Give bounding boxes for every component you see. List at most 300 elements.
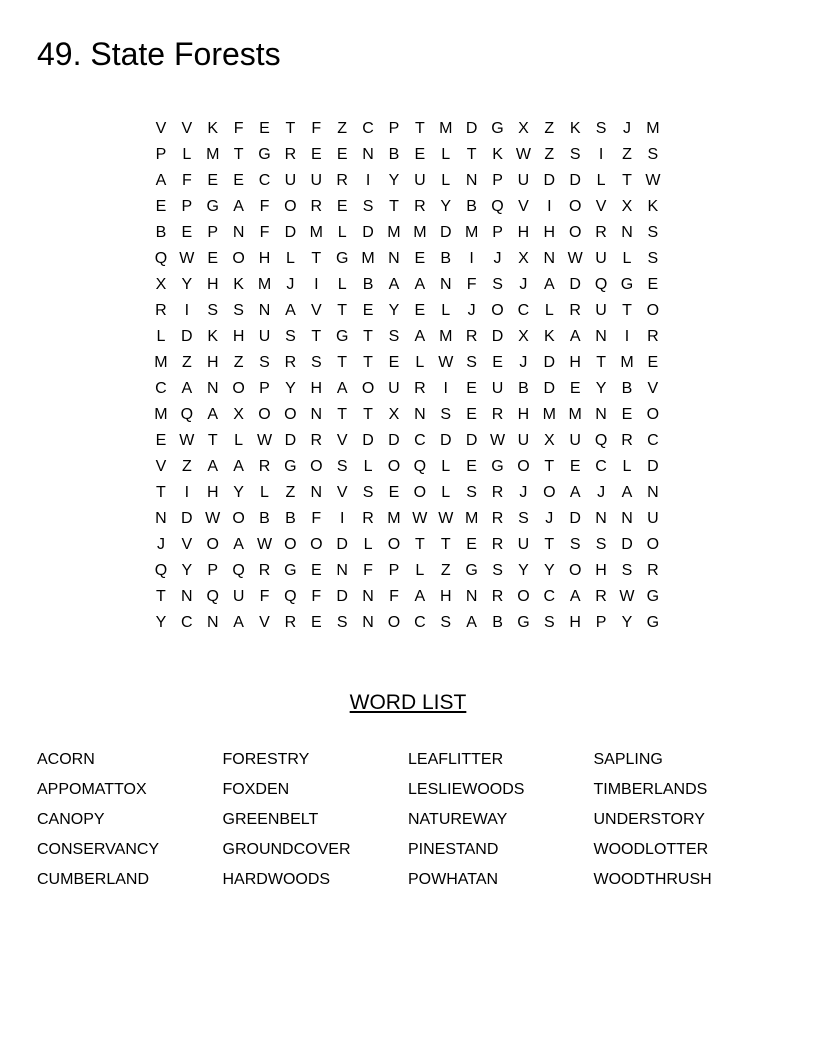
grid-letter: G [491,458,504,475]
grid-letter: P [492,224,503,241]
grid-letter: F [311,120,322,137]
word-list-item: CONSERVANCY [37,841,160,858]
grid-letter: R [414,198,426,215]
grid-letter: T [156,484,166,501]
grid-letter: Y [388,172,400,189]
grid-letter: O [284,198,297,215]
grid-letter: M [309,224,323,241]
grid-letter: F [311,510,322,527]
word-list-item: LESLIEWOODS [408,781,525,798]
grid-letter: M [387,224,401,241]
grid-letter: K [492,146,503,163]
grid-letter: V [336,484,348,501]
grid-letter: R [647,562,659,579]
grid-letter: P [207,224,219,241]
grid-letter: B [388,146,400,163]
word-list-item: CANOPY [37,811,105,828]
grid-letter: E [466,536,477,553]
grid-letter: I [443,380,448,397]
grid-letter: U [517,536,530,553]
grid-letter: W [489,432,506,449]
grid-letter: S [336,458,348,475]
grid-letter: N [310,484,323,501]
grid-letter: K [569,120,581,137]
grid-letter: D [439,224,452,241]
grid-letter: R [621,432,633,449]
grid-letter: M [464,510,479,527]
grid-letter: J [286,276,295,293]
grid-letter: F [181,172,192,189]
grid-letter: O [284,406,297,423]
grid-letter: N [206,380,219,397]
grid-letter: V [155,120,167,137]
grid-letter: N [310,406,323,423]
grid-letter: K [207,120,219,137]
grid-letter: R [258,458,271,475]
grid-letter: M [257,276,272,293]
grid-letter: A [466,614,477,631]
grid-letter: N [155,510,167,527]
grid-letter: I [365,172,371,189]
grid-letter: G [465,562,478,579]
word-list-item: UNDERSTORY [593,811,705,828]
grid-letter: Q [154,562,168,579]
grid-letter: R [284,146,297,163]
grid-letter: L [337,224,347,241]
grid-letter: R [491,588,504,605]
grid-letter: N [439,276,452,293]
grid-letter: Z [622,146,632,163]
grid-letter: D [543,354,556,371]
grid-letter: E [414,146,426,163]
grid-letter: Y [518,562,529,579]
grid-letter: N [258,302,271,319]
grid-letter: A [569,588,581,605]
grid-letter: E [336,198,348,215]
word-list-item: LEAFLITTER [408,751,504,768]
grid-letter: W [438,354,454,371]
grid-letter: Q [491,198,504,215]
grid-letter: V [181,120,193,137]
grid-letter: T [156,588,166,605]
grid-letter: T [622,172,632,189]
grid-letter: D [336,588,348,605]
grid-letter: L [622,458,632,475]
grid-letter: T [389,198,399,215]
grid-letter: R [284,614,297,631]
grid-letter: S [440,614,452,631]
grid-letter: B [492,614,503,631]
grid-letter: Y [543,562,555,579]
grid-letter: N [595,328,607,345]
grid-letter: U [310,172,323,189]
grid-letter: N [388,250,400,267]
grid-letter: E [414,250,426,267]
grid-letter: Z [285,484,296,501]
grid-letter: M [154,406,168,423]
grid-letter: E [207,172,219,189]
grid-letter: S [543,614,555,631]
grid-letter: D [388,432,400,449]
grid-letter: F [466,276,477,293]
grid-letter: L [415,562,425,579]
grid-letter: G [491,120,504,137]
grid-letter: M [568,406,582,423]
grid-letter: T [414,536,425,553]
grid-letter: A [155,172,167,189]
grid-letter: L [622,250,632,267]
grid-letter: E [362,302,374,319]
grid-letter: S [310,354,322,371]
grid-letter: E [466,458,477,475]
grid-letter: U [569,432,581,449]
word-list-item: CUMBERLAND [37,871,150,888]
grid-letter: P [259,380,270,397]
grid-letter: W [256,536,273,553]
grid-letter: Z [440,562,451,579]
grid-letter: M [154,354,168,371]
grid-letter: L [337,276,347,293]
grid-letter: O [646,406,660,423]
grid-letter: Z [233,354,244,371]
grid-letter: E [647,276,659,293]
grid-letter: O [387,458,401,475]
grid-letter: J [519,276,528,293]
grid-letter: S [466,484,477,501]
grid-letter: A [181,380,193,397]
grid-letter: A [543,276,555,293]
grid-letter: X [155,276,167,293]
grid-letter: J [622,120,631,137]
grid-letter: D [181,328,193,345]
grid-letter: N [414,406,426,423]
grid-letter: T [414,120,425,137]
grid-letter: R [595,588,607,605]
grid-letter: O [568,562,582,579]
grid-letter: Q [180,406,194,423]
grid-letter: S [647,146,659,163]
grid-letter: O [543,484,556,501]
grid-letter: A [233,198,244,215]
grid-letter: B [155,224,167,241]
grid-letter: G [284,458,297,475]
grid-letter: L [363,458,373,475]
grid-letter: Y [621,614,633,631]
grid-letter: W [619,588,635,605]
grid-letter: X [518,120,529,137]
grid-letter: W [515,146,531,163]
grid-letter: Q [232,562,245,579]
grid-letter: L [182,146,192,163]
grid-letter: S [362,484,374,501]
grid-letter: E [492,354,503,371]
grid-letter: X [233,406,244,423]
grid-letter: J [519,354,528,371]
grid-letter: N [362,146,374,163]
grid-letter: N [232,224,245,241]
grid-letter: E [414,302,426,319]
grid-letter: F [389,588,399,605]
grid-letter: A [285,302,296,319]
grid-letter: O [232,250,245,267]
grid-letter: H [206,484,219,501]
grid-letter: K [543,328,555,345]
grid-letter: L [363,536,373,553]
grid-letter: H [310,380,323,397]
grid-letter: H [543,224,556,241]
grid-letter: G [335,328,349,345]
word-list-item: TIMBERLANDS [593,781,708,798]
word-list-item: POWHATAN [408,871,499,888]
grid-letter: R [465,328,478,345]
grid-letter: F [259,588,270,605]
grid-letter: G [335,250,349,267]
grid-letter: R [491,536,504,553]
grid-letter: S [595,120,607,137]
grid-letter: T [337,354,348,371]
grid-letter: R [491,484,504,501]
grid-letter: A [233,614,244,631]
grid-letter: Q [206,588,219,605]
grid-letter: K [233,276,244,293]
grid-letter: D [543,172,556,189]
grid-letter: V [518,198,529,215]
grid-letter: I [314,276,319,293]
grid-letter: A [569,484,581,501]
grid-letter: D [284,432,297,449]
grid-letter: E [155,198,167,215]
grid-letter: R [491,406,504,423]
grid-letter: P [492,172,503,189]
grid-letter: Z [181,458,192,475]
grid-letter: H [517,406,530,423]
grid-letter: Z [544,146,555,163]
grid-letter: O [258,406,271,423]
grid-letter: N [543,250,556,267]
grid-letter: Y [440,198,452,215]
grid-letter: U [284,172,297,189]
grid-letter: M [413,224,427,241]
grid-letter: P [207,562,219,579]
grid-letter: U [232,588,245,605]
grid-letter: D [569,510,581,527]
grid-letter: L [596,172,606,189]
grid-letter: O [646,536,660,553]
grid-letter: U [595,302,607,319]
grid-letter: G [206,198,219,215]
grid-letter: Z [337,120,348,137]
grid-letter: T [363,406,373,423]
grid-letter: U [258,328,271,345]
grid-letter: E [181,224,193,241]
grid-letter: A [414,328,426,345]
grid-letter: O [361,380,375,397]
grid-letter: J [545,510,554,527]
grid-letter: U [595,250,607,267]
grid-letter: R [284,354,297,371]
grid-letter: B [466,198,477,215]
grid-letter: T [544,458,555,475]
grid-letter: E [647,354,659,371]
grid-letter: D [362,432,374,449]
grid-letter: S [621,562,633,579]
grid-letter: Y [595,380,607,397]
grid-letter: L [441,484,451,501]
grid-letter: O [284,536,297,553]
grid-letter: X [388,406,400,423]
grid-letter: S [647,224,659,241]
grid-letter: R [310,432,323,449]
grid-letter: R [414,380,426,397]
grid-letter: O [568,224,582,241]
grid-letter: S [466,354,477,371]
grid-letter: V [259,614,270,631]
grid-letter: F [363,562,373,579]
grid-letter: E [155,432,167,449]
word-list-item: APPOMATTOX [37,781,147,798]
grid-letter: D [569,276,581,293]
grid-letter: H [232,328,245,345]
grid-letter: W [205,510,221,527]
grid-letter: A [621,484,633,501]
grid-letter: P [155,146,167,163]
grid-letter: O [206,536,219,553]
grid-letter: U [491,380,504,397]
grid-letter: T [363,354,373,371]
grid-letter: U [517,432,530,449]
grid-letter: S [595,536,607,553]
grid-letter: L [156,328,166,345]
grid-letter: F [311,588,322,605]
grid-letter: C [517,302,530,319]
grid-letter: I [339,510,345,527]
grid-letter: E [466,406,477,423]
grid-letter: E [569,380,581,397]
grid-letter: E [310,614,322,631]
grid-letter: K [207,328,219,345]
grid-letter: C [414,432,426,449]
grid-letter: R [362,510,374,527]
grid-letter: M [206,146,220,163]
grid-letter: E [310,562,322,579]
word-list-item: NATUREWAY [408,811,508,828]
grid-letter: A [388,276,400,293]
grid-letter: H [595,562,607,579]
page-title: 49. State Forests [37,36,281,72]
grid-letter: Q [594,276,608,293]
grid-letter: Q [413,458,427,475]
grid-letter: R [569,302,581,319]
grid-letter: C [543,588,556,605]
grid-letter: Y [233,484,244,501]
grid-letter: R [258,562,271,579]
grid-letter: S [492,562,503,579]
grid-letter: Q [284,588,297,605]
grid-letter: E [336,146,348,163]
grid-letter: S [569,146,581,163]
grid-letter: F [233,120,244,137]
grid-letter: T [622,302,632,319]
grid-letter: E [466,380,477,397]
grid-letter: O [517,458,530,475]
grid-letter: W [256,432,273,449]
grid-letter: G [646,588,660,605]
grid-letter: V [310,302,322,319]
grid-letter: Y [181,562,193,579]
grid-letter: R [647,328,659,345]
grid-letter: C [181,614,193,631]
grid-letter: V [336,432,348,449]
grid-letter: O [413,484,427,501]
grid-letter: E [569,458,581,475]
grid-letter: O [232,510,245,527]
grid-letter: H [569,354,581,371]
word-list-item: FOXDEN [222,781,290,798]
grid-letter: D [569,172,581,189]
grid-letter: X [518,328,529,345]
grid-letter: Y [285,380,296,397]
grid-letter: L [441,302,451,319]
grid-letter: G [646,614,660,631]
grid-letter: L [441,146,451,163]
grid-letter: I [547,198,552,215]
grid-letter: S [207,302,219,319]
grid-letter: F [259,198,270,215]
grid-letter: O [517,588,530,605]
grid-letter: S [233,302,244,319]
grid-letter: A [233,536,244,553]
grid-letter: P [181,198,193,215]
grid-letter: N [595,406,607,423]
grid-letter: V [181,536,193,553]
grid-letter: N [362,588,374,605]
grid-letter: O [387,536,401,553]
grid-letter: R [336,172,348,189]
grid-letter: O [646,302,660,319]
grid-letter: D [336,536,348,553]
grid-letter: Z [181,354,192,371]
grid-letter: T [337,302,348,319]
word-list-item: HARDWOODS [222,871,331,888]
grid-letter: M [464,224,479,241]
grid-letter: V [595,198,607,215]
grid-letter: W [412,510,428,527]
grid-letter: D [362,224,374,241]
grid-letter: T [311,328,322,345]
grid-letter: L [544,302,554,319]
grid-letter: R [595,224,607,241]
grid-letter: S [336,614,348,631]
grid-letter: W [645,172,661,189]
letter-grid [148,116,666,636]
grid-letter: O [568,198,582,215]
grid-letter: L [441,172,451,189]
word-list [37,748,779,898]
grid-letter: E [310,146,322,163]
word-list-item: FORESTRY [222,751,310,768]
grid-letter: C [414,614,426,631]
grid-letter: I [469,250,474,267]
grid-letter: G [517,614,530,631]
grid-letter: N [465,172,478,189]
word-list-item: PINESTAND [408,841,499,858]
grid-letter: H [206,354,219,371]
grid-letter: T [544,536,555,553]
grid-letter: T [337,406,348,423]
grid-letter: P [595,614,607,631]
grid-letter: P [388,120,400,137]
grid-letter: C [258,172,271,189]
